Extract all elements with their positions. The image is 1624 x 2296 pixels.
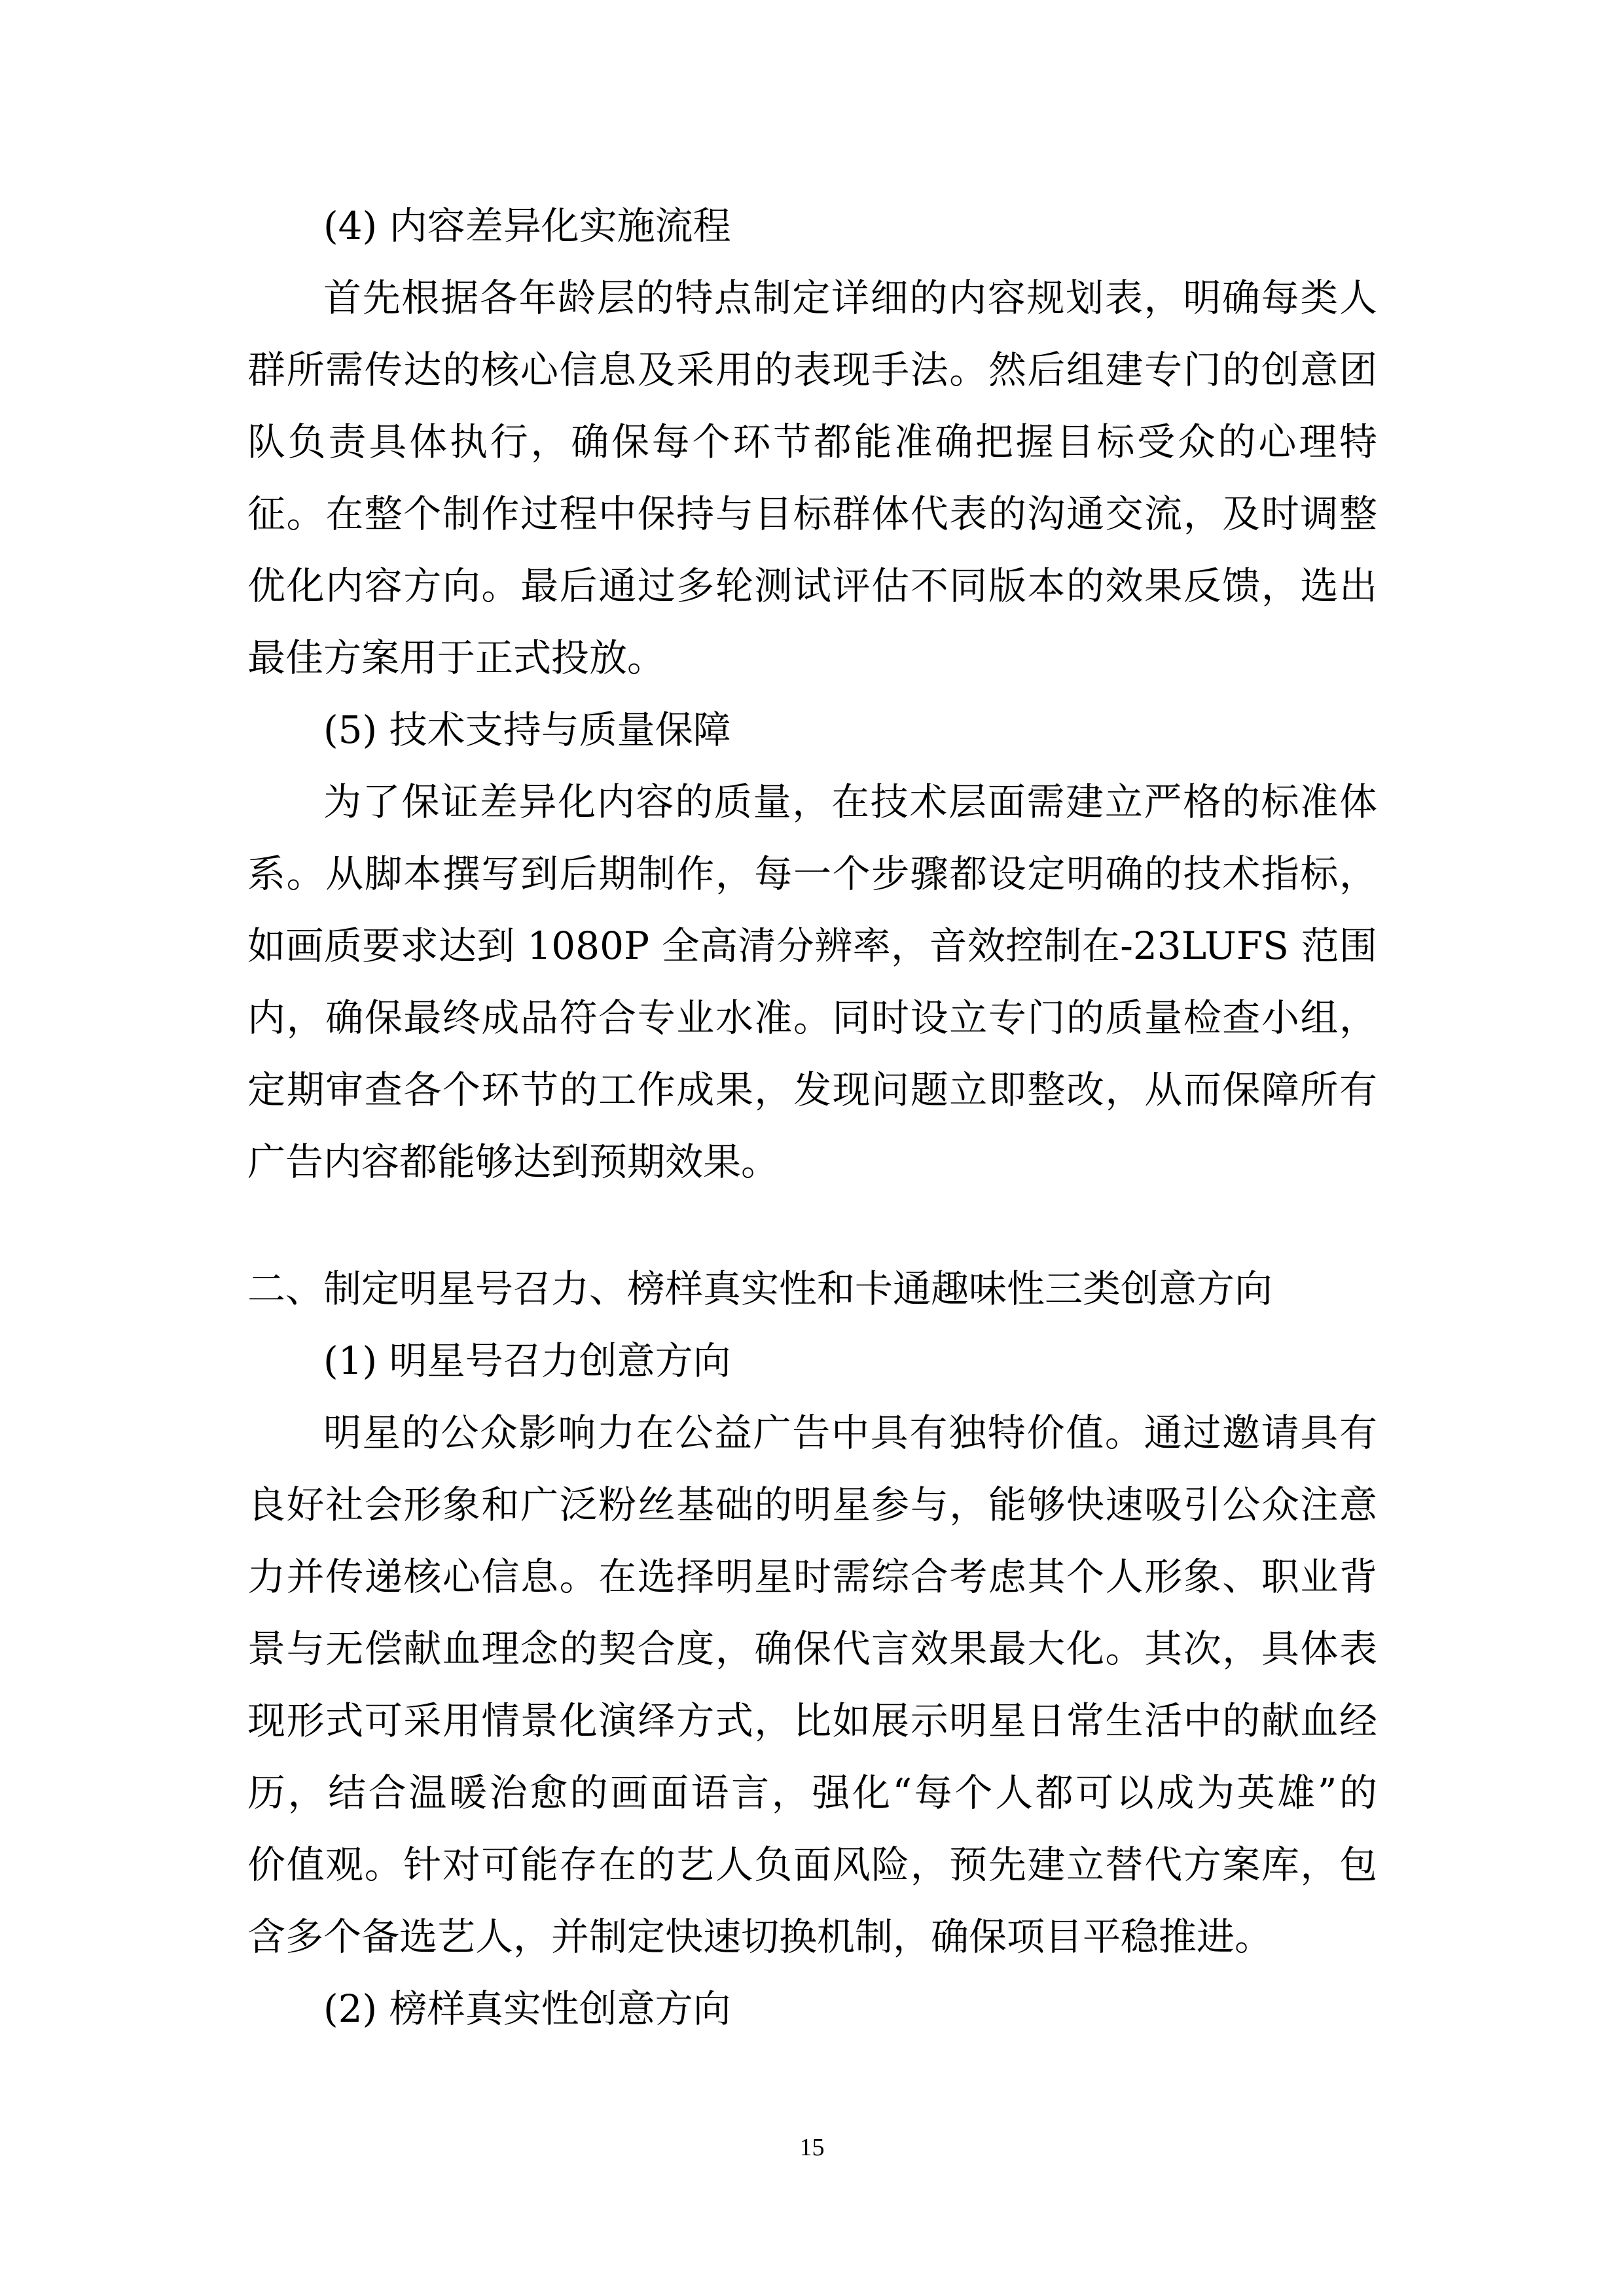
subsection-heading: (1) 明星号召力创意方向 <box>323 1338 731 1383</box>
paragraph-line: 群所需传达的核心信息及采用的表现手法。然后组建专门的创意团 <box>247 348 1377 392</box>
paragraph-line: 定期审查各个环节的工作成果，发现问题立即整改，从而保障所有 <box>247 1067 1377 1112</box>
section-content-differentiation <box>247 190 1377 1198</box>
section-gap <box>247 1198 1377 1253</box>
paragraph-line: 最佳方案用于正式投放。 <box>247 636 666 680</box>
document-body <box>247 190 1377 2045</box>
paragraph-line: 内，确保最终成品符合专业水准。同时设立专门的质量检查小组， <box>247 996 1377 1040</box>
paragraph-line: 队负责具体执行，确保每个环节都能准确把握目标受众的心理特 <box>247 420 1377 464</box>
paragraph-line: 含多个备选艺人，并制定快速切换机制，确保项目平稳推进。 <box>247 1914 1273 1959</box>
paragraph-line: 首先根据各年龄层的特点制定详细的内容规划表，明确每类人 <box>323 276 1377 320</box>
paragraph-line: 广告内容都能够达到预期效果。 <box>247 1139 780 1184</box>
subsection-heading: (2) 榜样真实性创意方向 <box>323 1986 731 2031</box>
paragraph-line: 力并传递核心信息。在选择明星时需综合考虑其个人形象、职业背 <box>247 1554 1377 1599</box>
paragraph-line: 历，结合温暖治愈的画面语言，强化“每个人都可以成为英雄”的 <box>247 1770 1377 1815</box>
paragraph-line: 为了保证差异化内容的质量，在技术层面需建立严格的标准体 <box>323 780 1377 824</box>
paragraph-line: 征。在整个制作过程中保持与目标群体代表的沟通交流，及时调整 <box>247 492 1377 536</box>
paragraph-line: 现形式可采用情景化演绎方式，比如展示明星日常生活中的献血经 <box>247 1698 1377 1743</box>
paragraph-line: 如画质要求达到 1080P 全高清分辨率，音效控制在-23LUFS 范围 <box>247 924 1377 968</box>
section-creative-directions <box>247 1253 1377 2045</box>
paragraph-line: 价值观。针对可能存在的艺人负面风险，预先建立替代方案库，包 <box>247 1842 1377 1887</box>
paragraph-line: 明星的公众影响力在公益广告中具有独特价值。通过邀请具有 <box>323 1410 1377 1455</box>
section-heading: 二、制定明星号召力、榜样真实性和卡通趣味性三类创意方向 <box>247 1266 1273 1311</box>
paragraph-line: 系。从脚本撰写到后期制作，每一个步骤都设定明确的技术指标， <box>247 852 1377 896</box>
paragraph-line: 优化内容方向。最后通过多轮测试评估不同版本的效果反馈，选出 <box>247 564 1377 608</box>
paragraph-line: 良好社会形象和广泛粉丝基础的明星参与，能够快速吸引公众注意 <box>247 1482 1377 1527</box>
page-number: 15 <box>799 2134 825 2161</box>
subsection-heading: (4) 内容差异化实施流程 <box>323 204 731 248</box>
paragraph-line: 景与无偿献血理念的契合度，确保代言效果最大化。其次，具体表 <box>247 1626 1377 1671</box>
subsection-heading: (5) 技术支持与质量保障 <box>323 708 731 752</box>
